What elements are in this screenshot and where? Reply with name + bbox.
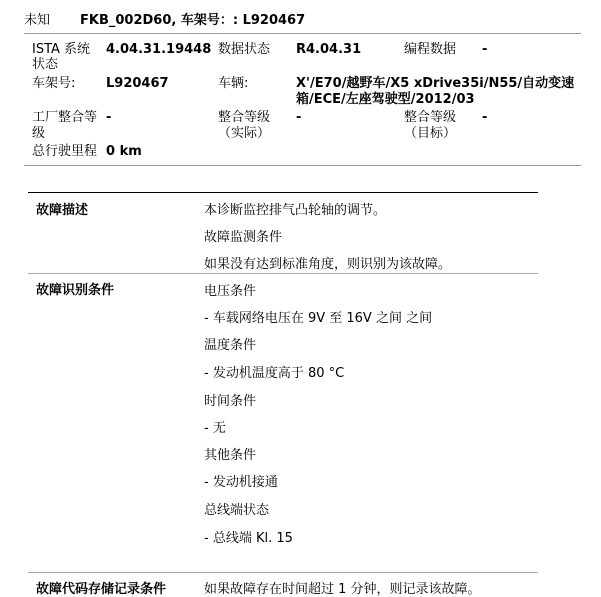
integration-actual-value: - [296, 110, 302, 125]
fault-condition-line: - 发动机温度高于 80 °C [204, 366, 345, 381]
fault-description-line: 故障监测条件 [204, 230, 283, 245]
fault-description-line: 本诊断监控排气凸轮轴的调节。 [204, 203, 387, 218]
data-state-label: 数据状态 [218, 42, 271, 57]
table-top-border [28, 192, 538, 193]
vehicle-value-line1: X'/E70/越野车/X5 xDrive35i/N55/自动变速 [296, 76, 575, 91]
programming-data-label: 编程数据 [404, 42, 457, 57]
vin-label: 车架号: [32, 76, 76, 91]
fault-condition-line: - 发动机接通 [204, 475, 278, 490]
header-unknown-label: 未知 [24, 13, 51, 28]
programming-data-value: - [482, 42, 488, 57]
fault-condition-line: 总线端状态 [204, 503, 270, 518]
integration-target-label-line2: （目标） [404, 126, 457, 141]
fault-condition-label: 故障识别条件 [36, 283, 115, 298]
ista-label-line2: 状态 [32, 57, 59, 72]
vehicle-label: 车辆: [218, 76, 249, 91]
fault-storage-line: 如果故障存在时间超过 1 分钟，则记录该故障。 [204, 582, 481, 597]
integration-target-label-line1: 整合等级 [404, 110, 457, 125]
fault-storage-label: 故障代码存储记录条件 [36, 582, 167, 597]
ista-value: 4.04.31.19448 [106, 42, 212, 57]
integration-target-value: - [482, 110, 488, 125]
integration-actual-label-line2: （实际） [218, 126, 271, 141]
ista-label-line1: ISTA 系统 [32, 42, 91, 57]
fault-condition-line: 其他条件 [204, 448, 257, 463]
factory-level-value: - [106, 110, 112, 125]
fault-condition-line: 时间条件 [204, 394, 257, 409]
header-divider [24, 33, 581, 34]
vehicle-value-line2: 箱/ECE/左座驾驶型/2012/03 [296, 92, 475, 107]
fault-description-label: 故障描述 [36, 203, 89, 218]
fault-condition-line: 电压条件 [204, 284, 257, 299]
fault-condition-line: - 车载网络电压在 9V 至 16V 之间 之间 [204, 311, 433, 326]
fault-condition-line: 温度条件 [204, 338, 257, 353]
data-state-value: R4.04.31 [296, 42, 362, 57]
factory-level-label-line1: 工厂整合等 [32, 110, 98, 125]
header-title: FKB_002D60, 车架号：: L920467 [80, 13, 306, 28]
factory-level-label-line2: 级 [32, 126, 46, 141]
fault-condition-line: - 无 [204, 421, 226, 436]
mileage-value: 0 km [106, 144, 142, 159]
fault-condition-line: - 总线端 Kl. 15 [204, 531, 293, 546]
mileage-label: 总行驶里程 [32, 144, 98, 159]
fault-description-line: 如果没有达到标准角度，则识别为该故障。 [204, 257, 452, 272]
info-divider [24, 165, 581, 166]
vin-value: L920467 [106, 76, 169, 91]
integration-actual-label-line1: 整合等级 [218, 110, 271, 125]
table-row-divider [28, 273, 538, 274]
table-row-divider [28, 572, 538, 573]
